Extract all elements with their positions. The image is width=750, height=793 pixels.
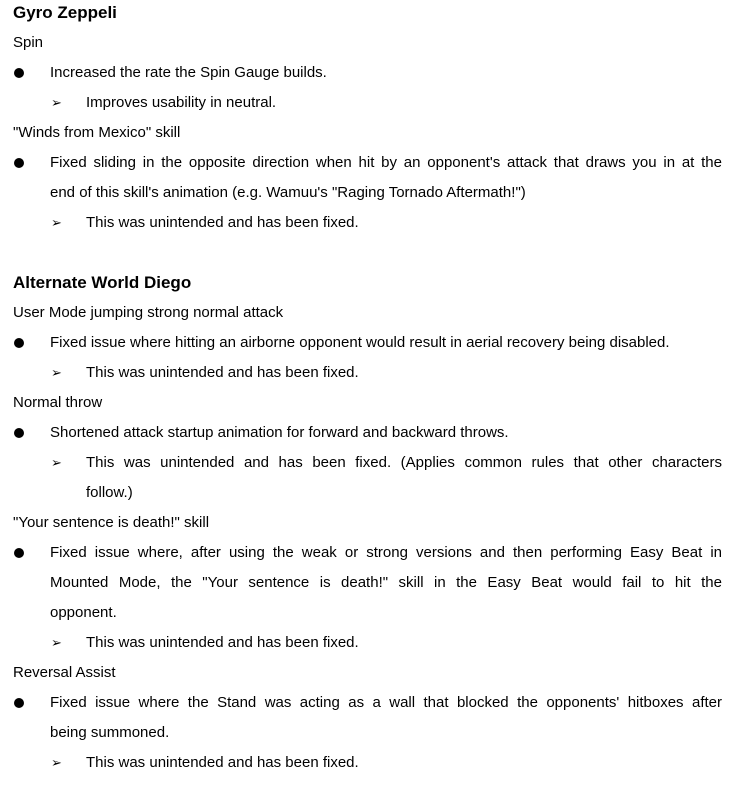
bullet-item: Fixed issue where the Stand was acting as a wall that blocked the opponents' hitboxes after [0, 688, 750, 718]
bullet-dot-icon [14, 158, 24, 168]
bullet-item-continued: being summoned. [50, 724, 170, 741]
arrow-bullet-icon: ➢ [51, 365, 62, 380]
bullet-item: Fixed issue where, after using the weak or strong versions and then performing Easy Beat in [0, 538, 750, 568]
sub-bullet-item: ➢ Improves usability in neutral. [0, 88, 750, 118]
bullet-item: Shortened attack startup animation for forward and backward throws. [0, 418, 750, 448]
character-heading: Gyro Zeppeli [13, 3, 117, 22]
move-name: "Winds from Mexico" skill [13, 124, 181, 141]
arrow-bullet-icon: ➢ [51, 95, 62, 110]
arrow-bullet-icon: ➢ [51, 215, 62, 230]
sub-bullet-item: ➢ This was unintended and has been fixed. [0, 748, 750, 778]
sub-bullet-item: ➢ This was unintended and has been fixed. (Applies common rules that other characters [0, 448, 750, 478]
bullet-dot-icon [14, 548, 24, 558]
arrow-bullet-icon: ➢ [51, 635, 62, 650]
bullet-item: Fixed issue where hitting an airborne opponent would result in aerial recovery being disabled. [0, 328, 750, 358]
bullet-item-continued: opponent. [50, 604, 117, 621]
bullet-item-continued: Mounted Mode, the "Your sentence is death!" skill in the Easy Beat would fail to hit the [50, 574, 722, 591]
bullet-item-continued: end of this skill's animation (e.g. Wamuu's "Raging Tornado Aftermath!") [50, 184, 526, 201]
move-name: "Your sentence is death!" skill [13, 514, 210, 531]
move-name: Spin [13, 34, 44, 51]
bullet-dot-icon [14, 428, 24, 438]
bullet-dot-icon [14, 338, 24, 348]
sub-bullet-item: ➢ This was unintended and has been fixed. [0, 208, 750, 238]
character-heading: Alternate World Diego [13, 273, 192, 292]
move-name: Reversal Assist [13, 664, 116, 681]
sub-bullet-item: ➢ This was unintended and has been fixed. [0, 628, 750, 658]
move-name: User Mode jumping strong normal attack [13, 304, 284, 321]
bullet-item: Fixed sliding in the opposite direction when hit by an opponent's attack that draws you in at the [0, 148, 750, 178]
bullet-dot-icon [14, 698, 24, 708]
arrow-bullet-icon: ➢ [51, 455, 62, 470]
sub-bullet-item-continued: follow.) [86, 484, 133, 501]
bullet-dot-icon [14, 68, 24, 78]
sub-bullet-item: ➢ This was unintended and has been fixed. [0, 358, 750, 388]
arrow-bullet-icon: ➢ [51, 755, 62, 770]
move-name: Normal throw [13, 394, 103, 411]
bullet-item: Increased the rate the Spin Gauge builds. [0, 58, 750, 88]
